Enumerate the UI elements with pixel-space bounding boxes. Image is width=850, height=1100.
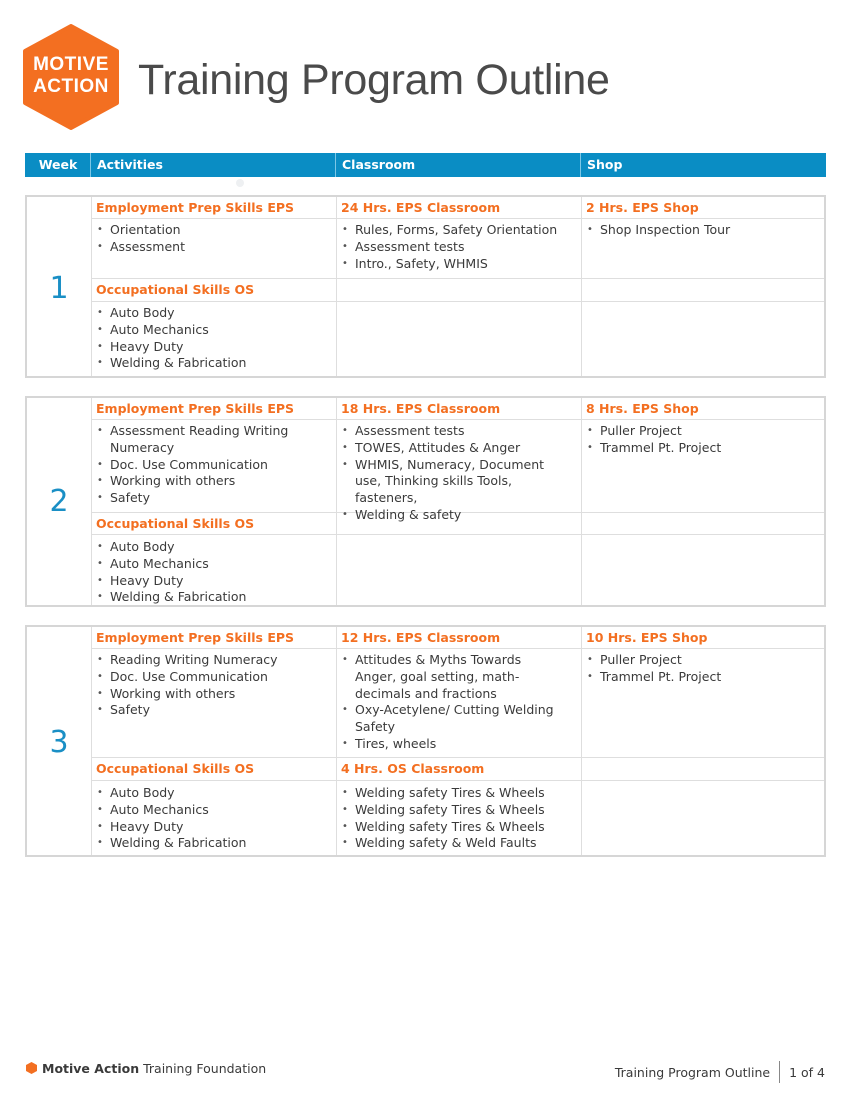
row-divider	[91, 301, 824, 302]
list-item: • Auto Mechanics	[97, 322, 329, 339]
page-number: 1 of 4	[789, 1065, 825, 1080]
list-item: • Safety	[97, 490, 297, 507]
row-divider	[91, 278, 824, 279]
os-classroom-title: 4 Hrs. OS Classroom	[341, 761, 485, 776]
footer-divider	[779, 1061, 780, 1083]
eps-list	[97, 652, 329, 719]
row-divider	[91, 757, 824, 758]
classroom-title: 18 Hrs. EPS Classroom	[341, 401, 501, 416]
footer-doc-title: Training Program Outline	[614, 1065, 771, 1080]
list-item: • Auto Body	[97, 305, 329, 322]
motive-action-logo	[22, 24, 120, 130]
list-item: • WHMIS, Numeracy, Document use, Thinking skills Tools, fasteners,	[342, 457, 570, 507]
footer-pagination	[615, 1061, 825, 1083]
list-item: • Tires, wheels	[342, 736, 557, 753]
list-item: • Assessment Reading Writing Numeracy	[97, 423, 297, 457]
row-divider	[91, 218, 824, 219]
week-block-1	[25, 195, 826, 378]
list-item: • Heavy Duty	[97, 339, 329, 356]
week-number: 2	[49, 484, 69, 519]
classroom-list	[342, 222, 574, 272]
os-classroom-list	[342, 785, 574, 852]
shop-title: 8 Hrs. EPS Shop	[586, 401, 699, 416]
footer-organization	[26, 1061, 266, 1076]
list-item: • Assessment tests	[342, 239, 574, 256]
row-divider	[91, 780, 824, 781]
os-list	[97, 539, 329, 606]
eps-title: Employment Prep Skills EPS	[96, 200, 295, 215]
hexagon-bullet-icon	[26, 1062, 37, 1074]
list-item: • Oxy-Acetylene/ Cutting Welding Safety	[342, 702, 557, 736]
column-divider	[581, 398, 582, 605]
list-item: • Heavy Duty	[97, 573, 329, 590]
list-item: • Shop Inspection Tour	[587, 222, 819, 239]
list-item: • Orientation	[97, 222, 329, 239]
shop-list	[587, 652, 819, 686]
list-item: • Welding & safety	[342, 507, 570, 524]
eps-title: Employment Prep Skills EPS	[96, 630, 295, 645]
list-item: • Auto Mechanics	[97, 556, 329, 573]
week-number: 1	[49, 271, 69, 306]
list-item: • Rules, Forms, Safety Orientation	[342, 222, 574, 239]
list-item: • Welding safety Tires & Wheels	[342, 802, 574, 819]
row-divider	[91, 419, 824, 420]
shop-list	[587, 423, 819, 457]
eps-list	[97, 222, 329, 256]
list-item: • Trammel Pt. Project	[587, 669, 819, 686]
os-title: Occupational Skills OS	[96, 761, 255, 776]
list-item: • Doc. Use Communication	[97, 457, 297, 474]
list-item: • Working with others	[97, 473, 297, 490]
column-divider	[336, 627, 337, 855]
list-item: • Auto Mechanics	[97, 802, 329, 819]
list-item: • Heavy Duty	[97, 819, 329, 836]
column-divider	[91, 398, 92, 605]
header-classroom: Classroom	[335, 153, 415, 177]
os-list	[97, 305, 329, 372]
classroom-title: 12 Hrs. EPS Classroom	[341, 630, 501, 645]
column-divider	[581, 197, 582, 376]
column-divider	[336, 398, 337, 605]
list-item: • Working with others	[97, 686, 329, 703]
list-item: • Doc. Use Communication	[97, 669, 329, 686]
list-item: • Attitudes & Myths Towards Anger, goal setting, math- decimals and fractions	[342, 652, 557, 702]
row-divider	[91, 534, 824, 535]
list-item: • Auto Body	[97, 785, 329, 802]
list-item: • Welding & Fabrication	[97, 355, 329, 372]
classroom-title: 24 Hrs. EPS Classroom	[341, 200, 501, 215]
column-divider	[91, 627, 92, 855]
list-item: • Auto Body	[97, 539, 329, 556]
os-list	[97, 785, 329, 852]
footer-org-rest: Training Foundation	[143, 1061, 267, 1076]
list-item: • Reading Writing Numeracy	[97, 652, 329, 669]
footer-org-bold: Motive Action	[42, 1061, 140, 1076]
week-block-3	[25, 625, 826, 857]
list-item: • Puller Project	[587, 423, 819, 440]
eps-list	[97, 423, 297, 507]
table-header	[25, 153, 826, 177]
classroom-list	[342, 652, 557, 753]
list-item: • Assessment tests	[342, 423, 570, 440]
decorative-dot	[236, 179, 244, 187]
shop-title: 10 Hrs. EPS Shop	[586, 630, 708, 645]
page-title: Training Program Outline	[138, 56, 610, 104]
header-activities: Activities	[90, 153, 163, 177]
header-week: Week	[38, 157, 78, 172]
shop-list	[587, 222, 819, 239]
list-item: • Safety	[97, 702, 329, 719]
header-shop: Shop	[580, 153, 622, 177]
list-item: • TOWES, Attitudes & Anger	[342, 440, 570, 457]
column-divider	[336, 197, 337, 376]
os-title: Occupational Skills OS	[96, 282, 255, 297]
list-item: • Welding safety Tires & Wheels	[342, 785, 574, 802]
row-divider	[91, 648, 824, 649]
column-divider	[91, 197, 92, 376]
logo-text	[22, 54, 120, 98]
list-item: • Intro., Safety, WHMIS	[342, 256, 574, 273]
week-block-2	[25, 396, 826, 607]
logo-line-2: ACTION	[33, 76, 109, 97]
eps-title: Employment Prep Skills EPS	[96, 401, 295, 416]
week-number: 3	[49, 725, 69, 760]
list-item: • Welding & Fabrication	[97, 835, 329, 852]
list-item: • Trammel Pt. Project	[587, 440, 819, 457]
os-title: Occupational Skills OS	[96, 516, 255, 531]
column-divider	[581, 627, 582, 855]
logo-line-1: MOTIVE	[33, 54, 109, 75]
list-item: • Welding safety & Weld Faults	[342, 835, 574, 852]
list-item: • Assessment	[97, 239, 329, 256]
classroom-list	[342, 423, 570, 524]
list-item: • Puller Project	[587, 652, 819, 669]
list-item: • Welding safety Tires & Wheels	[342, 819, 574, 836]
shop-title: 2 Hrs. EPS Shop	[586, 200, 699, 215]
list-item: • Welding & Fabrication	[97, 589, 329, 606]
